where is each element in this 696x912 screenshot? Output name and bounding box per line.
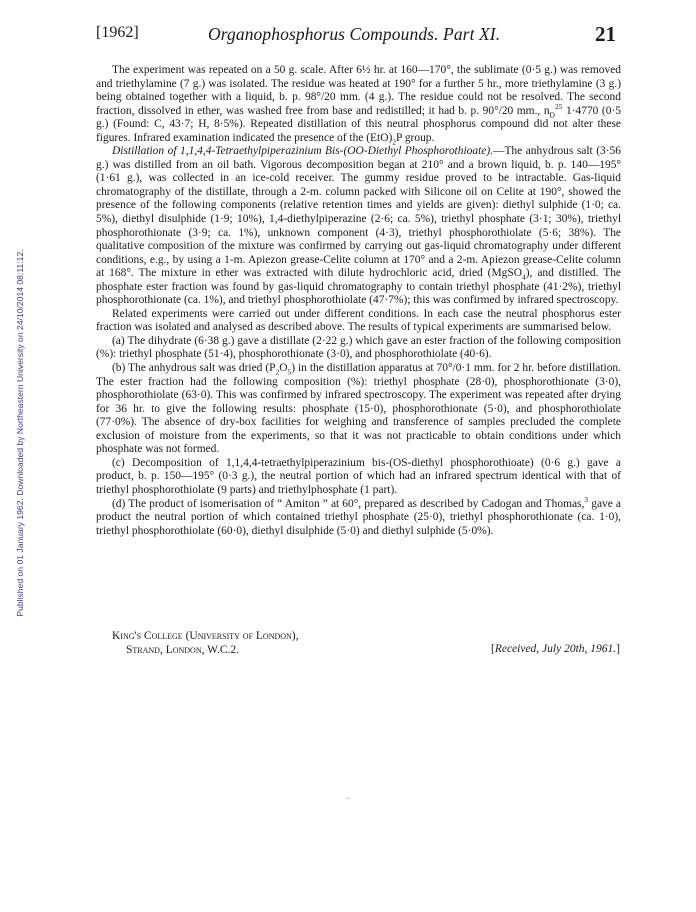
paragraph-text: gave a product the neutral portion of which contained triethyl phosphate (25·0), triethyl phosphorothionate (ca. 1·0), triethyl phosphorothiolate (60·0), diethyl disulphide (5·0) and diethyl sulphide (5·0%). bbox=[96, 497, 622, 537]
paragraph-text: —The anhydrous salt (3·56 g.) was distilled from an oil bath. Vigorous decomposition began at 210° and a brown liquid, b. p. 140—195° (1·61 g.), was collected in an ice-cold receiver. The gummy residue proved to be intractable. Gas-liquid chromatography of the distillate, through a 2-m. column packed with Silicone oil on Celite at 190°, showed the presence of the following components (relative retention times and yields are given): diethyl sulphide (1·0; ca. 5%), diethyl disulphide (1·9; 10%), 1,4-diethylpiperazine (2·6; ca. 5%), triethyl phosphate (3·1; 30%), triethyl phosphorothionate (3·9; ca. 1%), unknown component (4·3), triethyl phosphorothiolate (5·6; 38%). The qualitative composition of the mixture was confirmed by carrying out gas-liquid chromatography under different conditions, e.g., by using a 1-m. Apiezon grease-Celite column at 170° and a 2-m. Apiezon grease-Celite column at 168°. The mixture in ether was extracted with dilute hydrochloric acid, dried (MgSO bbox=[96, 145, 621, 280]
paragraph-a: (a) The dihydrate (6·38 g.) gave a distillate (2·22 g.) which gave an ester fraction of the following composition (%): triethyl phosphate (51·4), phosphorothionate (3·0), and phosphorothiolate (40·6). bbox=[96, 334, 621, 361]
paragraph-text: O bbox=[279, 362, 288, 375]
subscript: D bbox=[549, 109, 555, 119]
journal-year: [1962] bbox=[96, 24, 139, 41]
paragraph-related: Related experiments were carried out under different conditions. In each case the neutral phosphorus ester fraction was isolated and analysed as described above. The results of typical experiments are summarised below. bbox=[96, 307, 621, 334]
subscript: 5 bbox=[287, 367, 292, 377]
paragraph-text: 1·4770 (0·5 g.) (Found: C, 43·7; H, 8·5%). Repeated distillation of this neutral phosphorus compound did not alter these figures. Infrared examination indicated the presence of the (EtO) bbox=[96, 104, 621, 144]
page-header bbox=[96, 24, 616, 54]
bracket-open: [ bbox=[490, 643, 495, 655]
affiliation-line-1: King's College (University of London), bbox=[112, 630, 299, 642]
subscript: 4 bbox=[522, 272, 526, 282]
affiliation-line-2: Strand, London, W.C.2. bbox=[126, 643, 239, 656]
paragraph-distillation bbox=[96, 145, 621, 308]
page-number: 21 bbox=[595, 22, 616, 46]
page-mark bbox=[346, 798, 351, 799]
download-watermark[interactable]: Published on 01 January 1962. Downloaded by Northeastern University on 24/10/2014 08:11:12. bbox=[15, 249, 25, 617]
subscript: 2 bbox=[392, 137, 397, 147]
paragraph-d bbox=[96, 494, 622, 539]
received-text: Received, July 20th, 1961. bbox=[494, 643, 617, 655]
running-title: Organophosphorus Compounds. Part XI. bbox=[208, 24, 501, 44]
paragraph-sublimate bbox=[96, 64, 621, 145]
paragraph-c: (c) Decomposition of 1,1,4,4-tetraethylpiperazinium bis-(OS-diethyl phosphorothioate) (0·6 g.) gave a product, b. p. 150—195° (0·3 g.), the neutral portion of which had an infrared spectrum identical with that of triethyl phosphorothiolate (9 parts) and triethylphosphate (1 part). bbox=[96, 456, 621, 496]
bracket-close: ] bbox=[616, 643, 620, 655]
affiliation bbox=[112, 630, 299, 657]
subscript: 2 bbox=[275, 367, 280, 377]
paragraph-text: (d) The product of isomerisation of “ Amiton ” at 60°, prepared as described by Cadogan and Thomas, bbox=[112, 497, 585, 510]
paragraph-text: ) in the distillation apparatus at 70°/0·1 mm. for 2 hr. before distillation. The ester fraction had the following composition (%): triethyl phosphate (28·0), phosphorothionate (3·0), phosphorothiolate (63·0). This was confirmed by infrared spectroscopy. The experiment was repeated after drying for 36 hr. to give the following results: phosphate (15·0), phosphorothionate (5·0), and phosphorothiolate (77·0%). The absence of dry-box facilities for weighing and transference of samples precluded the complete exclusion of moisture from the experiments, so that it was not practicable to obtain conditions under which phosphate was not formed. bbox=[96, 362, 621, 456]
received-date bbox=[491, 643, 620, 655]
section-heading: Distillation of 1,1,4,4-Tetraethylpiperazinium Bis-(OO-Diethyl Phosphorothioate). bbox=[112, 145, 493, 158]
superscript: 25 bbox=[554, 101, 563, 111]
paragraph-text: The experiment was repeated on a 50 g. scale. After 6½ hr. at 160—170°, the sublimate (0·5 g.) was removed and triethylamine (7 g.) was isolated. The residue was heated at 190° for a further 5 hr., more triethylamine (3 g.) being obtained together with a liquid, b. p. 98°/20 mm. (4 g.). The residue could not be resolved. The second fraction, dissolved in ether, was washed free from base and redistilled; it had b. p. 90°/20 mm., n bbox=[96, 64, 621, 117]
paragraph-text: P group. bbox=[396, 131, 435, 144]
reference-superscript: 3 bbox=[584, 494, 589, 504]
article-body bbox=[96, 64, 621, 538]
paragraph-b bbox=[96, 362, 621, 457]
paragraph-text: ), and distilled. The phosphate ester fraction was found by gas-liquid chromatography to contain triethyl phosphate (41·2%), triethyl phosphorothionate (ca. 1%), and triethyl phosphorothiolate (47·7%); this was confirmed by infrared spectroscopy. bbox=[96, 267, 621, 307]
paragraph-text: (b) The anhydrous salt was dried (P bbox=[112, 362, 276, 375]
